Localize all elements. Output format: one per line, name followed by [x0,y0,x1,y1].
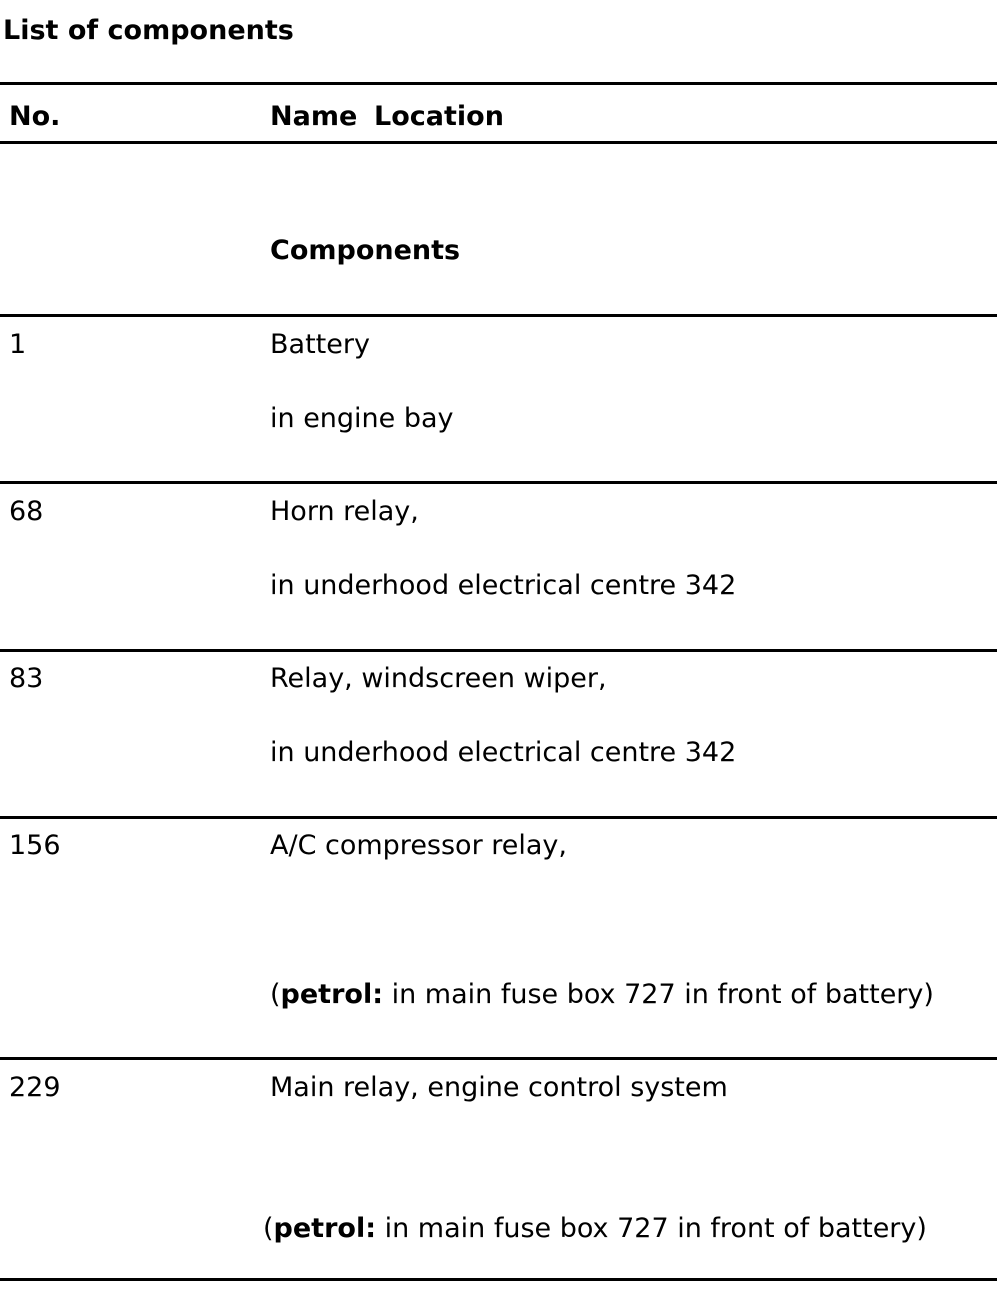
table-rule [0,816,997,819]
row-name: A/C compressor relay, [270,830,567,861]
row-name: Horn relay, [270,496,419,527]
table-rule-bottom [0,1278,997,1281]
row-number: 68 [9,496,44,527]
row-name: Main relay, engine control system [270,1072,728,1103]
row-number: 156 [9,830,61,861]
note-fuel-label: petrol: [273,1213,377,1244]
row-number: 83 [9,663,44,694]
row-name: Relay, windscreen wiper, [270,663,607,694]
table-rule [0,481,997,484]
row-location: in underhood electrical centre 342 [270,737,737,768]
row-number: 229 [9,1072,61,1103]
row-location: in engine bay [270,403,454,434]
note-text: in main fuse box 727 in front of battery) [383,979,934,1010]
table-rule-header [0,141,997,144]
row-location: in underhood electrical centre 342 [270,570,737,601]
note-open: ( [270,979,281,1010]
row-name: Battery [270,329,370,360]
row-number: 1 [9,329,27,360]
document-title: List of components [3,15,294,46]
note-fuel-label: petrol: [280,979,384,1010]
table-rule [0,314,997,317]
note-text: in main fuse box 727 in front of battery) [376,1213,927,1244]
section-label: Components [270,235,461,266]
table-rule-top [0,82,997,85]
header-no: No. [9,101,61,132]
row-location-note [263,1215,927,1242]
row-location-note [270,981,934,1008]
header-location: Location [374,101,504,132]
header-name: Name [270,101,358,132]
table-rule [0,649,997,652]
note-open: ( [263,1213,274,1244]
table-rule [0,1057,997,1060]
